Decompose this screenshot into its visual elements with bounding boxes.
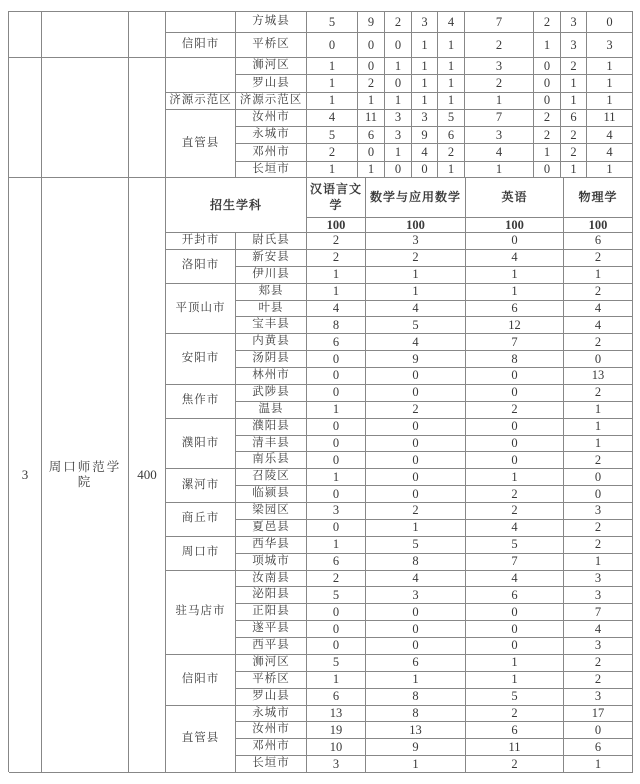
value-cell: 0 <box>412 162 438 179</box>
value-cell: 1 <box>412 58 438 75</box>
value-cell: 1 <box>561 75 587 92</box>
county-cell: 临颍县 <box>236 486 307 503</box>
county-cell: 泌阳县 <box>236 587 307 604</box>
value-cell: 4 <box>465 144 534 161</box>
value-cell: 6 <box>564 739 633 756</box>
value-cell: 2 <box>534 127 561 144</box>
value-cell: 0 <box>385 33 412 58</box>
value-cell: 2 <box>466 706 564 723</box>
value-cell: 2 <box>466 756 564 773</box>
value-cell: 5 <box>438 110 465 127</box>
city-cell <box>166 12 236 33</box>
county-cell: 汝州市 <box>236 110 307 127</box>
value-cell: 1 <box>358 162 385 179</box>
value-cell: 2 <box>307 250 366 267</box>
county-cell: 叶县 <box>236 301 307 318</box>
value-cell: 1 <box>307 267 366 284</box>
value-cell: 2 <box>465 33 534 58</box>
value-cell: 4 <box>366 334 466 351</box>
value-cell: 4 <box>307 110 358 127</box>
value-cell: 0 <box>307 419 366 436</box>
quota-cell: 100 <box>466 218 564 233</box>
value-cell: 0 <box>534 162 561 179</box>
value-cell: 0 <box>366 419 466 436</box>
value-cell: 2 <box>564 284 633 301</box>
county-cell: 长垣市 <box>236 162 307 179</box>
city-cell: 开封市 <box>166 233 236 250</box>
value-cell: 0 <box>366 385 466 402</box>
value-cell: 0 <box>564 351 633 368</box>
value-cell: 8 <box>366 554 466 571</box>
value-cell: 3 <box>587 33 633 58</box>
value-cell: 0 <box>466 436 564 453</box>
value-cell: 2 <box>564 537 633 554</box>
total-empty-cell <box>129 12 166 58</box>
value-cell: 0 <box>534 75 561 92</box>
seq-empty-cell <box>9 58 42 179</box>
value-cell: 1 <box>366 267 466 284</box>
county-cell: 汝州市 <box>236 722 307 739</box>
value-cell: 2 <box>561 144 587 161</box>
county-cell: 方城县 <box>236 12 307 33</box>
county-cell: 尉氏县 <box>236 233 307 250</box>
value-cell: 6 <box>466 301 564 318</box>
value-cell: 3 <box>412 110 438 127</box>
value-cell: 1 <box>466 672 564 689</box>
value-cell: 12 <box>466 317 564 334</box>
value-cell: 2 <box>564 452 633 469</box>
value-cell: 5 <box>466 689 564 706</box>
value-cell: 0 <box>307 486 366 503</box>
value-cell: 8 <box>366 706 466 723</box>
value-cell: 7 <box>466 554 564 571</box>
county-cell: 温县 <box>236 402 307 419</box>
value-cell: 1 <box>564 419 633 436</box>
school-index-cell: 3 <box>9 178 42 773</box>
value-cell: 1 <box>465 93 534 110</box>
county-cell: 浉河区 <box>236 58 307 75</box>
county-cell: 汤阴县 <box>236 351 307 368</box>
value-cell: 4 <box>466 520 564 537</box>
county-cell: 正阳县 <box>236 604 307 621</box>
value-cell: 0 <box>564 722 633 739</box>
value-cell: 3 <box>564 638 633 655</box>
value-cell: 4 <box>366 301 466 318</box>
value-cell: 0 <box>564 469 633 486</box>
county-cell: 宝丰县 <box>236 317 307 334</box>
value-cell: 4 <box>466 571 564 588</box>
value-cell: 6 <box>366 655 466 672</box>
city-cell: 平顶山市 <box>166 284 236 335</box>
value-cell: 2 <box>358 75 385 92</box>
value-cell: 3 <box>564 503 633 520</box>
value-cell: 7 <box>564 604 633 621</box>
value-cell: 2 <box>466 402 564 419</box>
quota-cell: 100 <box>307 218 366 233</box>
value-cell: 1 <box>366 520 466 537</box>
value-cell: 1 <box>564 267 633 284</box>
county-cell: 罗山县 <box>236 689 307 706</box>
value-cell: 1 <box>587 93 633 110</box>
value-cell: 4 <box>366 571 466 588</box>
value-cell: 1 <box>307 93 358 110</box>
value-cell: 5 <box>307 587 366 604</box>
value-cell: 5 <box>366 537 466 554</box>
value-cell: 2 <box>307 571 366 588</box>
value-cell: 1 <box>564 554 633 571</box>
county-cell: 西华县 <box>236 537 307 554</box>
county-cell: 浉河区 <box>236 655 307 672</box>
value-cell: 1 <box>466 469 564 486</box>
city-cell: 濮阳市 <box>166 419 236 470</box>
value-cell: 0 <box>466 604 564 621</box>
subject-header-cell: 数学与应用数学 <box>366 178 466 218</box>
value-cell: 6 <box>561 110 587 127</box>
value-cell: 2 <box>564 385 633 402</box>
city-cell: 焦作市 <box>166 385 236 419</box>
value-cell: 8 <box>466 351 564 368</box>
value-cell: 2 <box>564 655 633 672</box>
value-cell: 3 <box>465 58 534 75</box>
value-cell: 1 <box>412 33 438 58</box>
county-cell: 武陟县 <box>236 385 307 402</box>
value-cell: 2 <box>564 520 633 537</box>
value-cell: 5 <box>466 537 564 554</box>
value-cell: 1 <box>412 75 438 92</box>
table-continuation-block <box>8 11 633 179</box>
value-cell: 9 <box>366 739 466 756</box>
value-cell: 0 <box>466 385 564 402</box>
value-cell: 1 <box>587 162 633 179</box>
value-cell: 1 <box>385 58 412 75</box>
value-cell: 0 <box>366 368 466 385</box>
city-cell: 周口市 <box>166 537 236 571</box>
county-cell: 濮阳县 <box>236 419 307 436</box>
county-cell: 永城市 <box>236 127 307 144</box>
value-cell: 2 <box>366 503 466 520</box>
value-cell: 0 <box>466 368 564 385</box>
value-cell: 0 <box>366 604 466 621</box>
value-cell: 4 <box>564 621 633 638</box>
county-cell: 项城市 <box>236 554 307 571</box>
city-cell: 驻马店市 <box>166 571 236 655</box>
value-cell: 11 <box>358 110 385 127</box>
county-cell: 邓州市 <box>236 144 307 161</box>
school-name-cell: 周口师范学院 <box>42 178 129 773</box>
value-cell: 1 <box>307 402 366 419</box>
value-cell: 1 <box>561 162 587 179</box>
county-cell: 南乐县 <box>236 452 307 469</box>
value-cell: 6 <box>466 587 564 604</box>
value-cell: 1 <box>438 162 465 179</box>
school-empty-cell <box>42 58 129 179</box>
value-cell: 1 <box>385 93 412 110</box>
value-cell: 0 <box>358 144 385 161</box>
value-cell: 2 <box>564 672 633 689</box>
value-cell: 0 <box>358 33 385 58</box>
county-cell: 夏邑县 <box>236 520 307 537</box>
value-cell: 0 <box>307 436 366 453</box>
county-cell: 林州市 <box>236 368 307 385</box>
county-cell: 召陵区 <box>236 469 307 486</box>
value-cell: 4 <box>307 301 366 318</box>
value-cell: 2 <box>466 503 564 520</box>
quota-cell: 100 <box>564 218 633 233</box>
value-cell: 0 <box>307 368 366 385</box>
county-cell: 内黄县 <box>236 334 307 351</box>
value-cell: 9 <box>412 127 438 144</box>
value-cell: 1 <box>466 267 564 284</box>
table-school-block <box>8 177 633 772</box>
value-cell: 2 <box>307 233 366 250</box>
value-cell: 13 <box>307 706 366 723</box>
value-cell: 0 <box>587 12 633 33</box>
value-cell: 7 <box>465 110 534 127</box>
city-cell <box>166 58 236 93</box>
value-cell: 1 <box>438 75 465 92</box>
value-cell: 0 <box>366 621 466 638</box>
school-total-cell: 400 <box>129 178 166 773</box>
value-cell: 1 <box>564 756 633 773</box>
value-cell: 10 <box>307 739 366 756</box>
value-cell: 0 <box>307 452 366 469</box>
value-cell: 2 <box>564 250 633 267</box>
value-cell: 9 <box>366 351 466 368</box>
city-cell: 信阳市 <box>166 33 236 58</box>
quota-cell: 100 <box>366 218 466 233</box>
subject-header-cell: 英语 <box>466 178 564 218</box>
value-cell: 13 <box>564 368 633 385</box>
value-cell: 1 <box>564 436 633 453</box>
value-cell: 1 <box>307 58 358 75</box>
value-cell: 1 <box>307 75 358 92</box>
value-cell: 1 <box>307 284 366 301</box>
value-cell: 0 <box>307 604 366 621</box>
value-cell: 1 <box>307 469 366 486</box>
county-cell: 长垣市 <box>236 756 307 773</box>
value-cell: 1 <box>587 75 633 92</box>
city-cell: 洛阳市 <box>166 250 236 284</box>
value-cell: 0 <box>307 621 366 638</box>
value-cell: 1 <box>561 93 587 110</box>
value-cell: 1 <box>307 672 366 689</box>
value-cell: 5 <box>307 12 358 33</box>
value-cell: 3 <box>366 587 466 604</box>
school-empty-cell <box>42 12 129 58</box>
value-cell: 3 <box>465 127 534 144</box>
value-cell: 2 <box>366 250 466 267</box>
county-cell: 济源示范区 <box>236 93 307 110</box>
value-cell: 0 <box>534 58 561 75</box>
value-cell: 3 <box>307 756 366 773</box>
value-cell: 6 <box>438 127 465 144</box>
value-cell: 3 <box>564 571 633 588</box>
value-cell: 4 <box>587 127 633 144</box>
city-cell: 漯河市 <box>166 469 236 503</box>
subjects-label-cell: 招生学科 <box>166 178 307 233</box>
value-cell: 13 <box>366 722 466 739</box>
value-cell: 0 <box>534 93 561 110</box>
value-cell: 1 <box>358 93 385 110</box>
value-cell: 4 <box>587 144 633 161</box>
value-cell: 0 <box>385 162 412 179</box>
city-cell: 信阳市 <box>166 655 236 706</box>
county-cell: 平桥区 <box>236 33 307 58</box>
value-cell: 1 <box>438 58 465 75</box>
value-cell: 3 <box>561 33 587 58</box>
value-cell: 3 <box>412 12 438 33</box>
value-cell: 3 <box>366 233 466 250</box>
city-cell: 济源示范区 <box>166 93 236 110</box>
value-cell: 4 <box>438 12 465 33</box>
county-cell: 梁园区 <box>236 503 307 520</box>
value-cell: 5 <box>366 317 466 334</box>
value-cell: 8 <box>366 689 466 706</box>
value-cell: 7 <box>466 334 564 351</box>
value-cell: 6 <box>307 689 366 706</box>
value-cell: 1 <box>307 162 358 179</box>
value-cell: 0 <box>466 638 564 655</box>
value-cell: 2 <box>307 144 358 161</box>
value-cell: 1 <box>466 655 564 672</box>
value-cell: 6 <box>358 127 385 144</box>
value-cell: 19 <box>307 722 366 739</box>
value-cell: 1 <box>366 284 466 301</box>
value-cell: 2 <box>561 58 587 75</box>
value-cell: 0 <box>366 436 466 453</box>
value-cell: 0 <box>307 520 366 537</box>
value-cell: 5 <box>307 127 358 144</box>
value-cell: 1 <box>385 144 412 161</box>
value-cell: 1 <box>307 537 366 554</box>
value-cell: 0 <box>466 233 564 250</box>
value-cell: 11 <box>587 110 633 127</box>
value-cell: 3 <box>385 127 412 144</box>
value-cell: 1 <box>412 93 438 110</box>
value-cell: 1 <box>534 33 561 58</box>
value-cell: 9 <box>358 12 385 33</box>
value-cell: 0 <box>366 469 466 486</box>
value-cell: 3 <box>564 689 633 706</box>
value-cell: 2 <box>366 402 466 419</box>
value-cell: 6 <box>307 554 366 571</box>
value-cell: 1 <box>587 58 633 75</box>
value-cell: 1 <box>366 756 466 773</box>
county-cell: 伊川县 <box>236 267 307 284</box>
county-cell: 汝南县 <box>236 571 307 588</box>
value-cell: 4 <box>564 301 633 318</box>
value-cell: 1 <box>438 33 465 58</box>
county-cell: 西平县 <box>236 638 307 655</box>
value-cell: 1 <box>465 162 534 179</box>
city-cell: 直管县 <box>166 110 236 179</box>
value-cell: 0 <box>564 486 633 503</box>
county-cell: 遂平县 <box>236 621 307 638</box>
value-cell: 0 <box>466 621 564 638</box>
value-cell: 6 <box>307 334 366 351</box>
county-cell: 罗山县 <box>236 75 307 92</box>
value-cell: 6 <box>466 722 564 739</box>
county-cell: 郏县 <box>236 284 307 301</box>
value-cell: 4 <box>412 144 438 161</box>
value-cell: 3 <box>385 110 412 127</box>
value-cell: 2 <box>534 110 561 127</box>
value-cell: 0 <box>466 419 564 436</box>
value-cell: 1 <box>366 672 466 689</box>
value-cell: 0 <box>466 452 564 469</box>
value-cell: 17 <box>564 706 633 723</box>
city-cell: 商丘市 <box>166 503 236 537</box>
total-empty-cell <box>129 58 166 179</box>
value-cell: 7 <box>465 12 534 33</box>
subject-header-cell: 汉语言文学 <box>307 178 366 218</box>
value-cell: 2 <box>564 334 633 351</box>
value-cell: 2 <box>465 75 534 92</box>
seq-empty-cell <box>9 12 42 58</box>
county-cell: 清丰县 <box>236 436 307 453</box>
value-cell: 6 <box>564 233 633 250</box>
value-cell: 0 <box>366 486 466 503</box>
county-cell: 新安县 <box>236 250 307 267</box>
value-cell: 0 <box>307 33 358 58</box>
value-cell: 2 <box>534 12 561 33</box>
county-cell: 邓州市 <box>236 739 307 756</box>
value-cell: 2 <box>466 486 564 503</box>
value-cell: 1 <box>466 284 564 301</box>
county-cell: 平桥区 <box>236 672 307 689</box>
value-cell: 2 <box>438 144 465 161</box>
value-cell: 3 <box>564 587 633 604</box>
value-cell: 8 <box>307 317 366 334</box>
value-cell: 0 <box>307 385 366 402</box>
value-cell: 3 <box>307 503 366 520</box>
value-cell: 1 <box>564 402 633 419</box>
value-cell: 5 <box>307 655 366 672</box>
value-cell: 1 <box>534 144 561 161</box>
value-cell: 0 <box>366 452 466 469</box>
value-cell: 0 <box>358 58 385 75</box>
value-cell: 0 <box>366 638 466 655</box>
value-cell: 11 <box>466 739 564 756</box>
county-cell: 永城市 <box>236 706 307 723</box>
value-cell: 0 <box>385 75 412 92</box>
subject-header-cell: 物理学 <box>564 178 633 218</box>
value-cell: 4 <box>466 250 564 267</box>
value-cell: 0 <box>307 638 366 655</box>
value-cell: 1 <box>438 93 465 110</box>
value-cell: 3 <box>561 12 587 33</box>
value-cell: 0 <box>307 351 366 368</box>
value-cell: 2 <box>385 12 412 33</box>
city-cell: 安阳市 <box>166 334 236 385</box>
value-cell: 2 <box>561 127 587 144</box>
value-cell: 4 <box>564 317 633 334</box>
city-cell: 直管县 <box>166 706 236 774</box>
